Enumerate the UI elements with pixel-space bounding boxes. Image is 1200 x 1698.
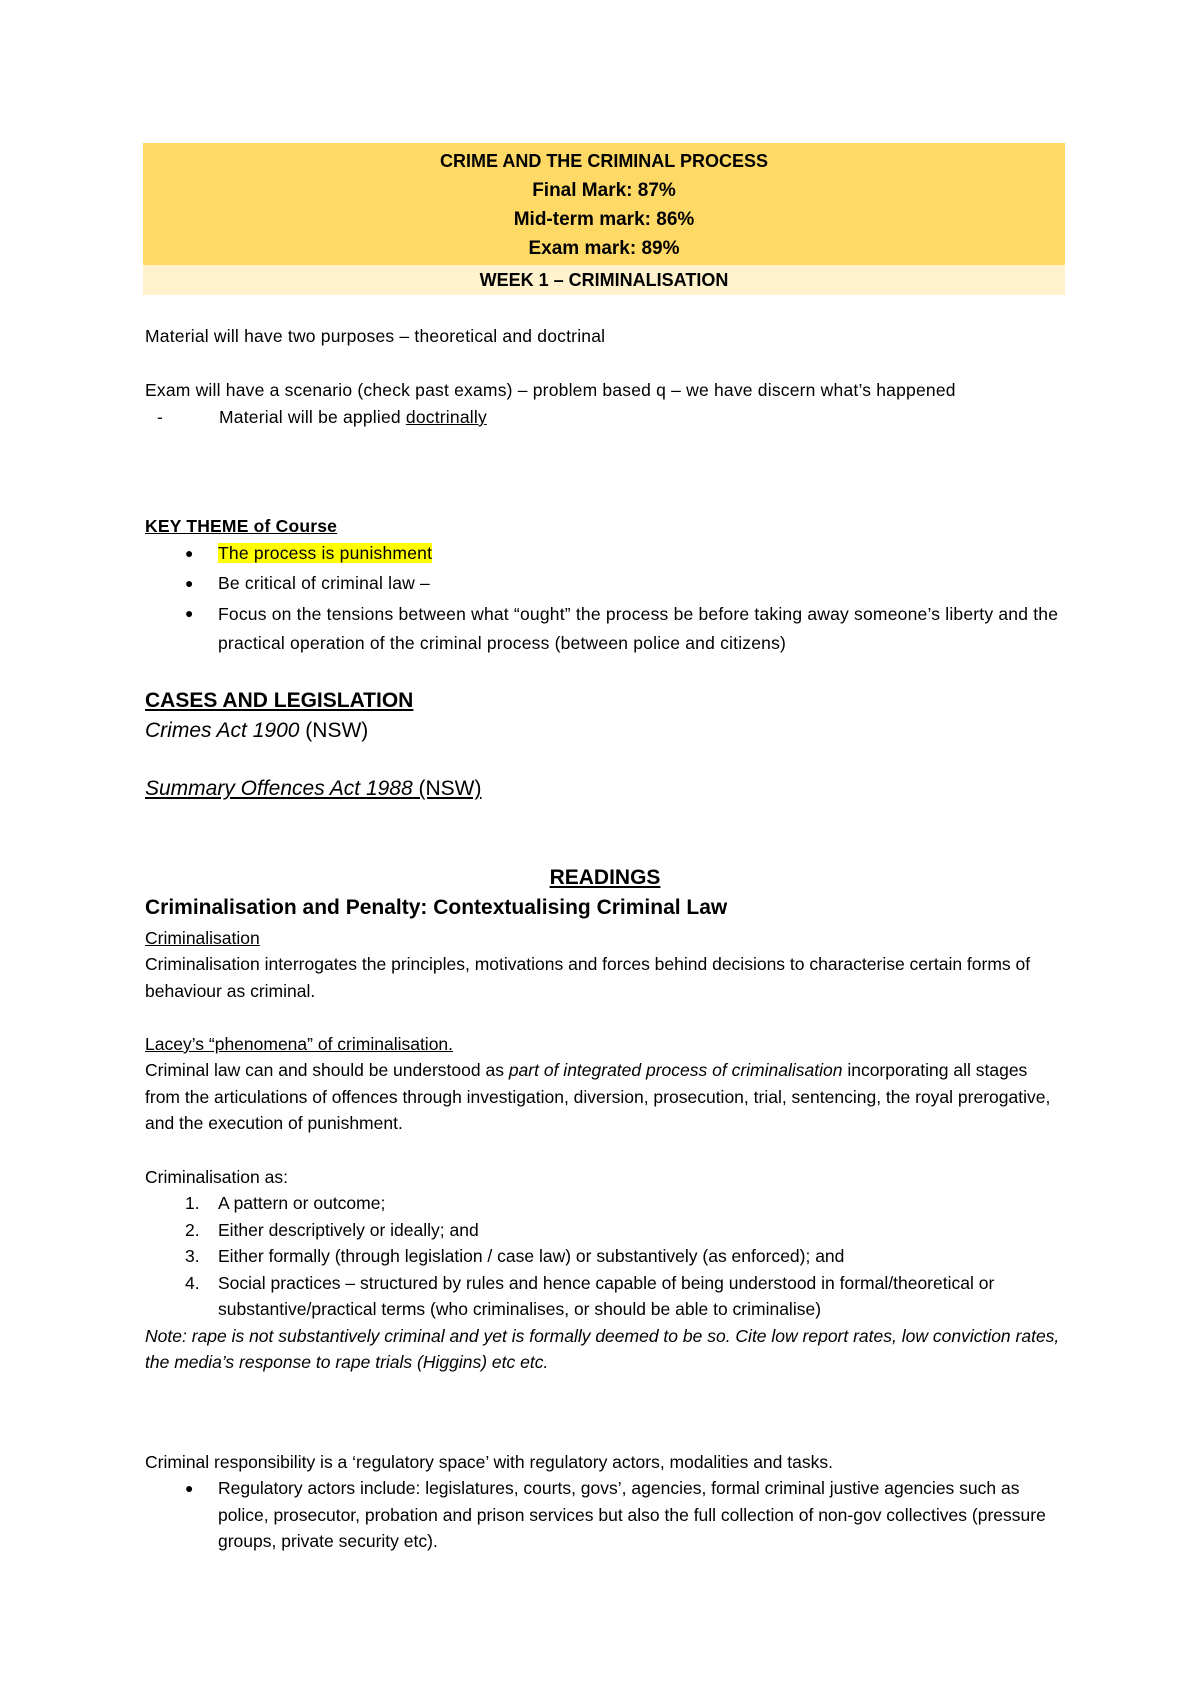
numbered-item: [145, 1243, 1065, 1270]
act-summary: [145, 774, 1065, 804]
bullet-icon: ●: [185, 605, 194, 621]
intro-line-2: Exam will have a scenario (check past exams) – problem based q – we have discern what’s happened: [145, 380, 956, 400]
course-title: CRIME AND THE CRIMINAL PROCESS: [439, 151, 769, 171]
key-theme-bullet: [145, 600, 1065, 658]
intro-line-1: Material will have two purposes – theoretical and doctrinal: [145, 326, 606, 346]
lacey-paragraph: [145, 1057, 1065, 1137]
lacey-text-italic: part of integrated process of criminalisation: [508, 1060, 843, 1080]
numbered-item: [145, 1217, 1065, 1244]
responsibility-text: Criminal responsibility is a ‘regulatory space’ with regulatory actors, modalities and tasks.: [145, 1452, 833, 1472]
criminalisation-as-heading: Criminalisation as:: [145, 1167, 288, 1187]
criminalisation-heading: Criminalisation: [145, 928, 260, 948]
act-summary-jurisdiction: (NSW): [412, 777, 482, 800]
key-theme-bullet: [145, 570, 1065, 597]
cases-heading: CASES AND LEGISLATION: [145, 689, 414, 712]
bullet-icon: ●: [185, 1480, 194, 1496]
responsibility-bullet: [145, 1475, 1065, 1555]
header-gold-cell: [143, 143, 1065, 265]
key-theme-heading: KEY THEME of Course: [145, 516, 338, 536]
act-crimes-title: Crimes Act 1900: [145, 719, 300, 742]
numbered-list: [145, 1190, 1065, 1376]
key-theme-bullet: [145, 540, 1065, 567]
bullet-icon: ●: [185, 545, 194, 561]
item-text: Either formally (through legislation / case law) or substantively (as enforced); and: [218, 1246, 845, 1266]
act-summary-title: Summary Offences Act 1988: [145, 777, 413, 800]
lacey-text-b: incorporating all stages from the articulations of offences through investigation, diversion, prosecution, trial, sentencing, the royal prerogative, and the execution of punishment.: [145, 1060, 1051, 1133]
final-mark: Final Mark: 87%: [532, 180, 676, 201]
dash-item: [145, 404, 1065, 431]
bullet-text: Regulatory actors include: legislatures, courts, govs’, agencies, formal criminal justive agencies such as police, prosecutor, probation and prison services but also the full collection of non-gov collectives (pressure groups, private security etc).: [218, 1478, 1046, 1551]
item-text: Social practices – structured by rules and hence capable of being understood in formal/theoretical or substantive/practical terms (who criminalises, or should be able to criminalise): [218, 1272, 995, 1319]
item-text: Either descriptively or ideally; and: [218, 1219, 479, 1240]
item-text: A pattern or outcome;: [218, 1193, 386, 1213]
highlighted-text: The process is punishment: [218, 543, 433, 563]
exam-mark: Exam mark: 89%: [528, 238, 680, 259]
item-number: 1.: [185, 1193, 200, 1213]
dash-item-underlined: doctrinally: [405, 407, 487, 427]
bullet-icon: ●: [185, 575, 194, 591]
dash-item-text: Material will be applied: [219, 407, 406, 427]
act-crimes: [145, 716, 1065, 746]
readings-subheading: Criminalisation and Penalty: Contextualising Criminal Law: [145, 896, 728, 919]
item-number: 4.: [185, 1272, 200, 1293]
readings-heading: READINGS: [549, 866, 661, 889]
week-title: WEEK 1 – CRIMINALISATION: [143, 265, 1065, 295]
note-text: Note: rape is not substantively criminal and yet is formally deemed to be so. Cite low report rates, low conviction rates, the media’s response to rape trials (Higgins) etc etc.: [145, 1325, 1060, 1372]
numbered-item: [145, 1270, 1065, 1323]
item-number: 3.: [185, 1246, 200, 1266]
dash-marker: -: [157, 407, 164, 427]
act-crimes-jurisdiction: (NSW): [299, 719, 369, 742]
criminalisation-text: Criminalisation interrogates the principles, motivations and forces behind decisions to characterise certain forms of behaviour as criminal.: [145, 954, 1031, 1001]
item-number: 2.: [185, 1219, 200, 1240]
lacey-heading: Lacey’s “phenomena” of criminalisation.: [145, 1034, 454, 1054]
midterm-mark: Mid-term mark: 86%: [513, 209, 695, 230]
numbered-item: [145, 1190, 1065, 1217]
bullet-text: Focus on the tensions between what “ought” the process be before taking away someone’s liberty and the practical operation of the criminal process (between police and citizens): [218, 604, 1059, 653]
bullet-text: Be critical of criminal law –: [218, 573, 430, 593]
header-table: [143, 143, 1065, 295]
lacey-text-a: Criminal law can and should be understood as: [145, 1060, 509, 1080]
